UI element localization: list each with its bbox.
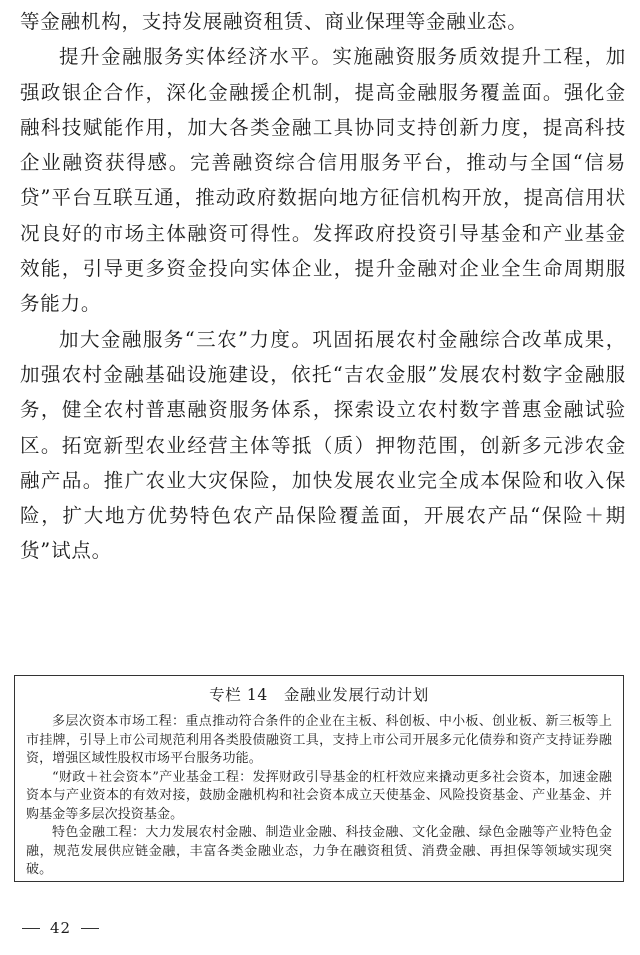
text-line: 提升金融服务实体经济水平。实施融资服务质效提升工程， [59, 45, 606, 69]
dash-right [81, 928, 99, 929]
text-line: 国“信易贷”平台互联互通，推动政府数据向地方征信机构开 [20, 151, 626, 210]
box-item-industry-fund: “财政＋社会资本”产业基金工程：发挥财政引导基金的杠杆效应来撬动更多社会资本，加速金融资本与产业资本的有效对接，鼓励金融机构和社会资本成立天使基金、风险投资基金、产业基金、并购基金等多层次投资基金。 [26, 769, 612, 822]
text-line: 高科技企业融资获得感。完善融资综合信用服务平台，推动与全 [20, 115, 626, 175]
text-line: 果，加强农村金融基础设施建设，依托“吉农金服”发展农村数 [20, 327, 626, 386]
text-line: 字金融服务，健全农村普惠融资服务体系，探索设立农村数字普 [20, 362, 626, 422]
text-line: 对企业全生命周期服务能力。 [20, 257, 626, 316]
page-footer [22, 918, 99, 938]
text-line: 放，提高信用状况良好的市场主体融资可得性。发挥政府投资引 [20, 186, 626, 245]
text-line: 等金融机构，支持发展融资租赁、商业保理等金融业态。 [20, 10, 528, 33]
paragraph-finance-real-economy [20, 39, 626, 321]
body-text [20, 4, 626, 569]
paragraph-finance-sannong [20, 322, 626, 569]
special-column-box [14, 675, 624, 882]
text-line: 惠金融试验区。拓宽新型农业经营主体等抵（质）押物范围，创 [20, 398, 626, 457]
page-number: 42 [50, 919, 72, 937]
box-title: 专栏 14 金融业发展行动计划 [209, 686, 429, 704]
text-line: 本保险和收入保险，扩大地方优势特色农产品保险覆盖面，开展 [20, 468, 626, 528]
text-line: 新多元涉农金融产品。推广农业大灾保险，加快发展农业完全成 [20, 433, 626, 492]
text-line: 加强政银企合作，深化金融援企机制，提高金融服务覆盖面。强 [20, 45, 626, 104]
paragraph-continuation [20, 4, 626, 39]
text-line: 加大金融服务“三农”力度。巩固拓展农村金融综合改革成 [59, 327, 585, 351]
box-item-special-finance: 特色金融工程：大力发展农村金融、制造业金融、科技金融、文化金融、绿色金融等产业特色金融，规范发展供应链金融，丰富各类金融业态，力争在融资租赁、消费金融、再担保等领域实现突破。 [26, 825, 612, 877]
text-line: 导基金和产业基金效能，引导更多资金投向实体企业，提升金融 [20, 221, 626, 281]
box-item-capital-market: 多层次资本市场工程：重点推动符合条件的企业在主板、科创板、中小板、创业板、新三板等上市挂牌，引导上市公司规范利用各类股债融资工具，支持上市公司开展多元化债券和资产支持证券融资，增强区域性股权市场平台服务功能。 [26, 714, 612, 766]
text-line: 化金融科技赋能作用，加大各类金融工具协同支持创新力度，提 [20, 80, 626, 139]
text-line: 农产品“保险＋期货”试点。 [20, 504, 626, 563]
dash-left [22, 928, 40, 929]
